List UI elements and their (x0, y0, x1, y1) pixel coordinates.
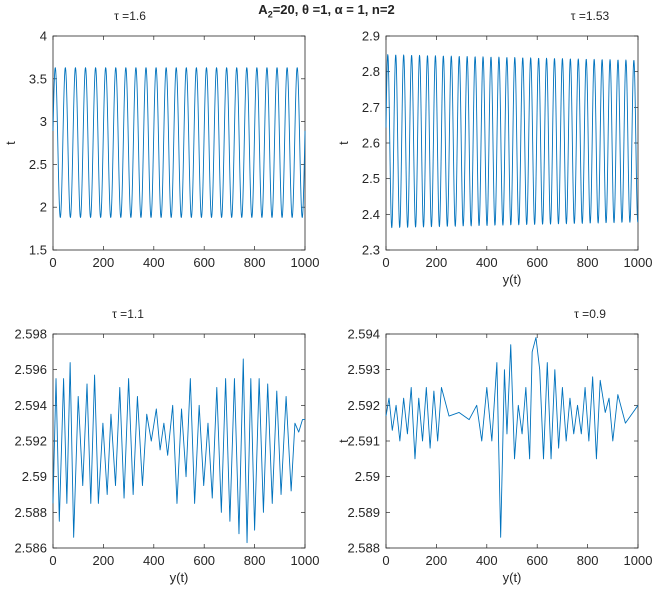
y-tick-label: 2.59 (354, 469, 380, 485)
chart-title: τ =1.53 (570, 9, 610, 23)
chart-title: τ =1.1 (112, 307, 144, 321)
y-tick-label: 2.588 (14, 504, 47, 520)
x-tick-label: 1000 (623, 255, 653, 270)
x-tick-label: 600 (193, 553, 216, 568)
y-tick-label: 2.3 (361, 242, 380, 258)
y-tick-label: 2.59 (21, 469, 47, 485)
x-axis-label: y(t) (169, 570, 189, 585)
x-tick-label: 800 (243, 553, 266, 568)
y-tick-label: 2 (39, 199, 47, 215)
x-tick-label: 800 (576, 255, 599, 270)
y-tick-label: 2.592 (347, 397, 380, 413)
y-tick-label: 2.8 (361, 64, 380, 80)
chart-title: τ =0.9 (574, 307, 606, 321)
x-tick-label: 400 (142, 553, 165, 568)
y-tick-label: 2.598 (14, 326, 47, 342)
x-tick-label: 200 (425, 553, 448, 568)
y-tick-label: 3.5 (28, 71, 47, 87)
y-tick-label: 2.9 (361, 28, 380, 44)
x-tick-label: 800 (243, 255, 266, 270)
y-tick-label: 2.596 (14, 362, 47, 378)
y-tick-label: 1.5 (28, 242, 47, 258)
y-tick-label: 2.589 (347, 504, 380, 520)
x-tick-label: 600 (526, 255, 549, 270)
y-tick-label: 2.594 (347, 326, 380, 342)
x-tick-label: 400 (475, 553, 498, 568)
y-tick-label: 3 (39, 114, 47, 130)
x-tick-label: 600 (526, 553, 549, 568)
y-tick-label: 2.588 (347, 540, 380, 556)
x-axis-label: y(t) (502, 570, 522, 585)
y-tick-label: 2.594 (14, 397, 47, 413)
y-tick-label: 4 (39, 28, 47, 44)
x-tick-label: 0 (49, 553, 57, 568)
x-tick-label: 1000 (290, 553, 320, 568)
figure-title: $A_2=20$, θ =1, α = 1, n=2 (258, 2, 395, 20)
x-axis-label: y(t) (502, 272, 522, 287)
plot-area (386, 334, 638, 548)
y-axis-label: t (336, 141, 351, 145)
x-tick-label: 0 (382, 553, 390, 568)
chart-panel-1 (3, 9, 319, 270)
chart-panel-4 (336, 307, 652, 585)
x-tick-label: 1000 (290, 255, 320, 270)
y-tick-label: 2.7 (361, 99, 380, 115)
x-tick-label: 600 (193, 255, 216, 270)
y-tick-label: 2.593 (347, 362, 380, 378)
x-tick-label: 1000 (623, 553, 653, 568)
chart-panel-3 (14, 307, 319, 585)
x-tick-label: 200 (92, 255, 115, 270)
y-tick-label: 2.591 (347, 433, 380, 449)
x-tick-label: 400 (142, 255, 165, 270)
x-tick-label: 0 (49, 255, 57, 270)
y-axis-label: t (3, 141, 18, 145)
chart-panel-2 (336, 9, 652, 287)
y-tick-label: 2.5 (361, 171, 380, 187)
y-tick-label: 2.592 (14, 433, 47, 449)
x-tick-label: 0 (382, 255, 390, 270)
x-tick-label: 400 (475, 255, 498, 270)
y-tick-label: 2.5 (28, 156, 47, 172)
y-tick-label: 2.6 (361, 135, 380, 151)
x-tick-label: 800 (576, 553, 599, 568)
y-tick-label: 2.4 (361, 206, 380, 222)
y-tick-label: 2.586 (14, 540, 47, 556)
plot-area (53, 334, 305, 548)
x-tick-label: 200 (425, 255, 448, 270)
y-axis-label: t (336, 439, 351, 443)
x-tick-label: 200 (92, 553, 115, 568)
chart-title: τ =1.6 (114, 9, 146, 23)
